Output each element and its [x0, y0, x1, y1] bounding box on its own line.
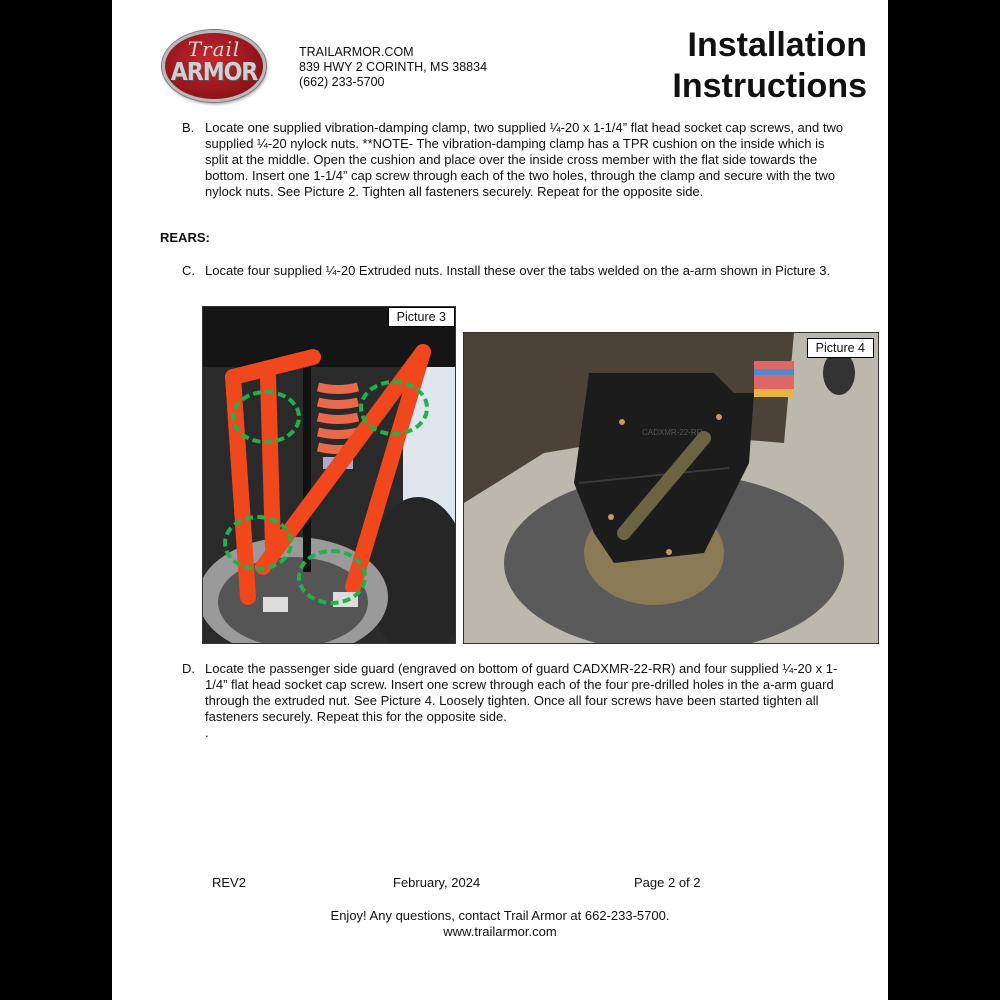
highlight-circle	[223, 515, 293, 571]
document-page	[112, 0, 888, 1000]
highlight-circle	[297, 549, 367, 605]
section-heading-rears: REARS:	[160, 230, 210, 245]
step-text: Locate the passenger side guard (engraved on bottom of guard CADXMR-22-RR) and four supplied ¼-20 x 1-1/4” flat head socket cap screw. Insert one screw through each of the four pre-drilled holes in the a-arm guard through the extruded nut. See Picture 4. Loosely tighten. Once all four screws have been started tighten all fasteners securely. Repeat this for the opposite side.	[205, 661, 838, 724]
step-c	[182, 263, 847, 279]
guard-illustration	[464, 333, 878, 643]
document-title	[672, 25, 867, 107]
footer-page-number: Page 2 of 2	[634, 875, 701, 890]
guard-engraving: CADXMR-22-RR	[642, 428, 703, 437]
step-letter: C.	[182, 263, 195, 278]
footer-revision: REV2	[212, 875, 246, 890]
picture-4-caption: Picture 4	[807, 338, 874, 358]
company-phone: (662) 233-5700	[299, 75, 385, 89]
logo-trail-text: Trail	[187, 37, 241, 61]
step-b	[182, 120, 847, 200]
step-text: Locate four supplied ¼-20 Extruded nuts. Install these over the tabs welded on the a-arm shown in Picture 3.	[205, 263, 831, 278]
step-letter: D.	[182, 661, 195, 676]
step-trailing-dot: .	[205, 725, 209, 740]
trail-armor-logo	[162, 30, 266, 102]
footer-contact	[112, 908, 888, 940]
company-website: TRAILARMOR.COM	[299, 45, 414, 59]
picture-3-caption: Picture 3	[388, 307, 455, 327]
company-address: 839 HWY 2 CORINTH, MS 38834	[299, 60, 488, 74]
footer-contact-line: Enjoy! Any questions, contact Trail Armor at 662-233-5700.	[330, 908, 670, 923]
company-contact-block	[299, 45, 487, 90]
step-text: Locate one supplied vibration-damping clamp, two supplied ¼-20 x 1-1/4” flat head socket cap screws, and two supplied ¼-20 nylock nuts. **NOTE- The vibration-damping clamp has a TPR cushion on the inside which is split at the middle. Open the cushion and place over the inside cross member with the flat side towards the bottom. Insert one 1-1/4” cap screw through each of the two holes, through the clamp and secure with the two nylock nuts. See Picture 2. Tighten all fasteners securely. Repeat for the opposite side.	[205, 120, 844, 199]
highlight-circle	[231, 390, 301, 444]
step-d	[182, 661, 847, 741]
title-line-2: Instructions	[672, 67, 867, 105]
step-letter: B.	[182, 120, 195, 135]
picture-4-photo	[463, 332, 879, 644]
footer-website-link[interactable]: www.trailarmor.com	[443, 924, 557, 939]
title-line-1: Installation	[687, 26, 867, 64]
footer-date: February, 2024	[393, 875, 481, 890]
picture-3-photo	[202, 306, 456, 644]
highlight-circle	[359, 380, 429, 436]
logo-armor-text: ARMOR	[170, 58, 258, 87]
